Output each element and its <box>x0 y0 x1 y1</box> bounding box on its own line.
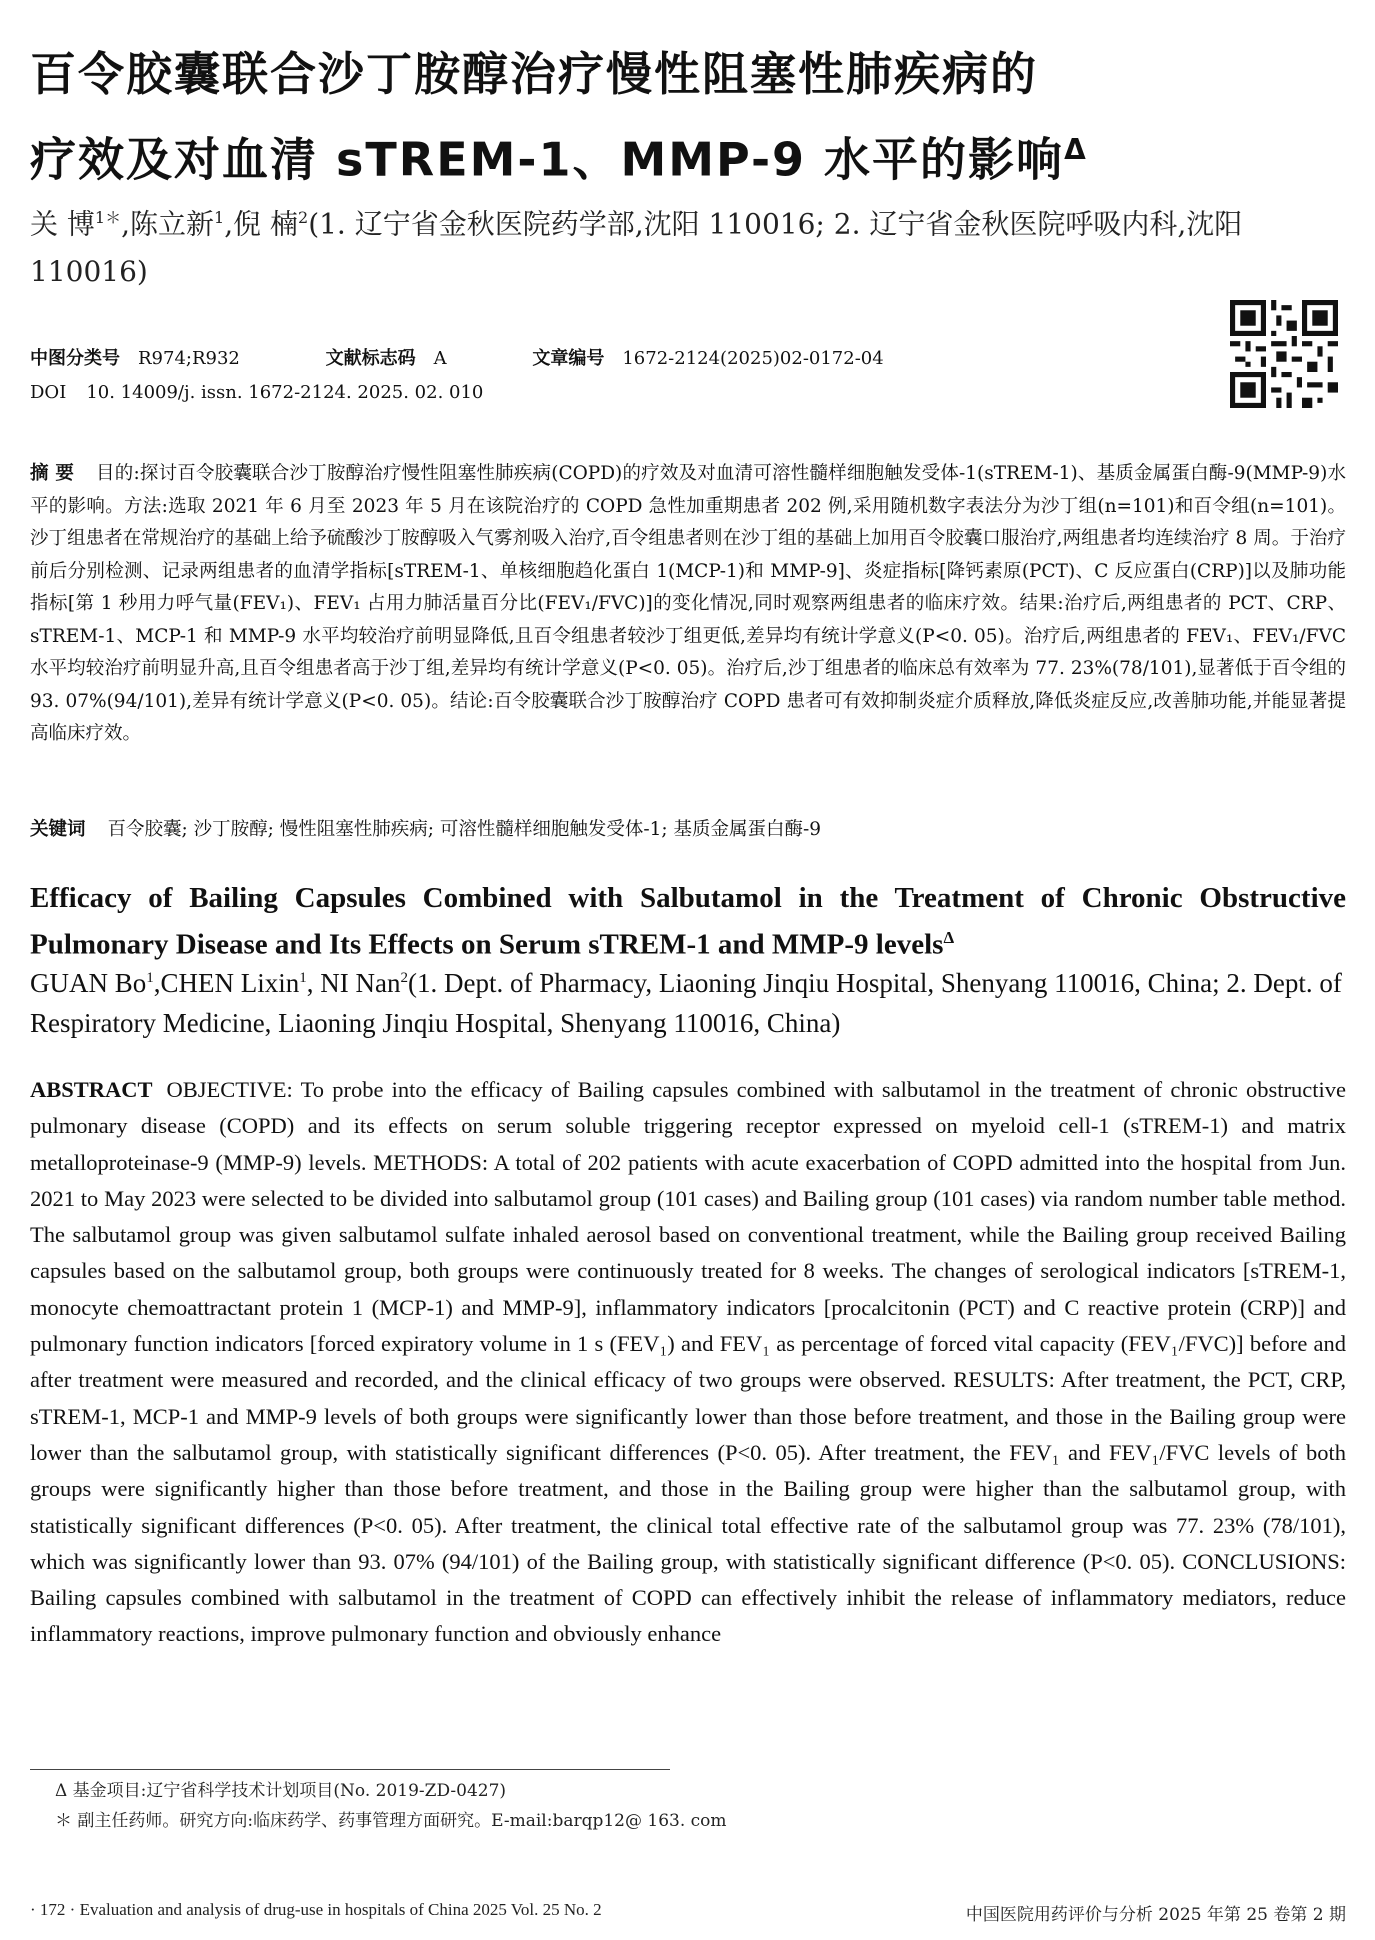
chinese-abstract-text: 目的:探讨百令胶囊联合沙丁胺醇治疗慢性阻塞性肺疾病(COPD)的疗效及对血清可溶性髓样细胞触发受体-1(sTREM-1)、基质金属蛋白酶-9(MMP-9)水平的影响。方法:选取 2021 年 6 月至 2023 年 5 月在该院治疗的 COPD 急性加重期患者 202 例,采用随机数字表法分为沙丁组(n=101)和百令组(n=101)。沙丁组患者在常规治疗的基础上给予硫酸沙丁胺醇吸入气雾剂吸入治疗,百令组患者则在沙丁组的基础上加用百令胶囊口服治疗,两组患者均连续治疗 8 周。于治疗前后分别检测、记录两组患者的血清学指标[sTREM-1、单核细胞趋化蛋白 1(MCP-1)和 MMP-9]、炎症指标[降钙素原(PCT)、C 反应蛋白(CRP)]以及肺功能指标[第 1 秒用力呼气量(FEV₁)、FEV₁ 占用力肺活量百分比(FEV₁/FVC)]的变化情况,同时观察两组患者的临床疗效。结果:治疗后,两组患者的 PCT、CRP、sTREM-1、MCP-1 和 MMP-9 水平均较治疗前明显降低,且百令组患者较沙丁组更低,差异均有统计学意义(P<0. 05)。治疗后,两组患者的 FEV₁、FEV₁/FVC 水平均较治疗前明显升高,且百令组患者高于沙丁组,差异均有统计学意义(P<0. 05)。治疗后,沙丁组患者的临床总有效率为 77. 23%(78/101),显著低于百令组的 93. 07%(94/101),差异有统计学意义(P<0. 05)。结论:百令胶囊联合沙丁胺醇治疗 COPD 患者可有效抑制炎症介质释放,降低炎症反应,改善肺功能,并能显著提高临床疗效。 <box>30 463 1346 744</box>
chinese-title <box>30 36 1350 197</box>
author-1-affil-zh: 1＊ <box>94 208 122 227</box>
author-2-affil-zh: 1 <box>214 208 225 227</box>
doi-link[interactable]: 10. 14009/j. issn. 1672-2124. 2025. 02. 010 <box>86 382 484 403</box>
author-footnote: ＊ 副主任药师。研究方向:临床药学、药事管理方面研究。E-mail:barqp12@ 163. com <box>55 1811 727 1831</box>
chinese-title-line1: 百令胶囊联合沙丁胺醇治疗慢性阻塞性肺疾病的 <box>30 47 1038 101</box>
footnotes <box>55 1776 1055 1836</box>
chinese-authors <box>30 194 1350 296</box>
author-3-affil-zh: 2 <box>298 208 309 227</box>
article-number-label: 文章编号 <box>532 348 605 369</box>
affiliations-zh: (1. 辽宁省金秋医院药学部,沈阳 110016; 2. 辽宁省金秋医院呼吸内科,沈阳 110016) <box>30 207 1243 289</box>
author-2-affil-en: 1 <box>299 970 307 986</box>
page-footer-right: 中国医院用药评价与分析 2025 年第 25 卷第 2 期 <box>965 1905 1346 1925</box>
page-footer-left: · 172 · Evaluation and analysis of drug-use in hospitals of China 2025 Vol. 25 No. 2 <box>30 1900 602 1919</box>
doi-label: DOI <box>30 382 67 403</box>
affiliations-en: (1. Dept. of Pharmacy, Liaoning Jinqiu Hospital, Shenyang 110016, China; 2. Dept. of Respiratory Medicine, Liaoning Jinqiu Hospital, Shenyang 110016, China) <box>30 968 1342 1038</box>
english-abstract <box>30 1072 1346 1653</box>
author-1-en: GUAN Bo <box>30 968 147 998</box>
funding-mark: Δ <box>1064 133 1088 166</box>
article-number-value: 1672-2124(2025)02-0172-04 <box>622 348 884 369</box>
article-metadata-row <box>30 344 1210 370</box>
author-1-zh: 关 博 <box>30 207 95 241</box>
author-2-zh: ,陈立新 <box>121 207 214 241</box>
english-title-text: Efficacy of Bailing Capsules Combined with Salbutamol in the Treatment of Chronic Obstructive Pulmonary Disease and Its Effects on Serum sTREM-1 and MMP-9 levels <box>30 882 1346 961</box>
english-abstract-text: OBJECTIVE: To probe into the efficacy of Bailing capsules combined with salbutamol in the treatment of chronic obstructive pulmonary disease (COPD) and its effects on serum soluble triggering receptor expressed on myeloid cell-1 (sTREM-1) and matrix metalloproteinase-9 (MMP-9) levels. METHODS: A total of 202 patients with acute exacerbation of COPD admitted into the hospital from Jun. 2021 to May 2023 were selected to be divided into salbutamol group (101 cases) and Bailing group (101 cases) via random number table method. The salbutamol group was given salbutamol sulfate inhaled aerosol based on conventional treatment, while the Bailing group received Bailing capsules based on the salbutamol group, both groups were continuously treated for 8 weeks. The changes of serological indicators [sTREM-1, monocyte chemoattractant protein 1 (MCP-1) and MMP-9], inflammatory indicators [procalcitonin (PCT) and C reactive protein (CRP)] and pulmonary function indicators [forced expiratory volume in 1 s (FEV₁) and FEV₁ as percentage of forced vital capacity (FEV₁/FVC)] before and after treatment were measured and recorded, and the clinical efficacy of two groups were observed. RESULTS: After treatment, the PCT, CRP, sTREM-1, MCP-1 and MMP-9 levels of both groups were significantly lower than those before treatment, and those in the Bailing group were lower than the salbutamol group, with statistically significant differences (P<0. 05). After treatment, the FEV₁ and FEV₁/FVC levels of both groups were significantly higher than those before treatment, and those in the Bailing group were higher than the salbutamol group, with statistically significant differences (P<0. 05). After treatment, the clinical total effective rate of the salbutamol group was 77. 23% (78/101), which was significantly lower than 93. 07% (94/101) of the Bailing group, with statistically significant difference (P<0. 05). CONCLUSIONS: Bailing capsules combined with salbutamol in the treatment of COPD can effectively inhibit the release of inflammatory mediators, reduce inflammatory reactions, improve pulmonary function and obviously enhance <box>30 1077 1346 1647</box>
english-title <box>30 878 1346 965</box>
chinese-keywords-text: 百令胶囊; 沙丁胺醇; 慢性阻塞性肺疾病; 可溶性髓样细胞触发受体-1; 基质金属蛋白酶-9 <box>107 819 822 840</box>
clc-label: 中图分类号 <box>30 348 120 369</box>
author-3-affil-en: 2 <box>400 970 408 986</box>
chinese-title-line2: 疗效及对血清 sTREM-1、MMP-9 水平的影响 <box>30 132 1065 187</box>
funding-footnote: Δ 基金项目:辽宁省科学技术计划项目(No. 2019-ZD-0427) <box>55 1781 507 1801</box>
author-3-en: , NI Nan <box>306 968 401 998</box>
clc-value: R974;R932 <box>138 348 240 369</box>
chinese-abstract-label: 摘 要 <box>30 463 75 484</box>
english-authors <box>30 958 1346 1043</box>
chinese-abstract <box>30 458 1346 751</box>
chinese-keywords-label: 关键词 <box>30 819 86 840</box>
author-1-affil-en: 1 <box>146 970 154 986</box>
doc-code-value: A <box>433 348 447 369</box>
qr-code-icon <box>1230 300 1338 408</box>
author-3-zh: ,倪 楠 <box>224 207 298 241</box>
english-abstract-label: ABSTRACT <box>30 1077 153 1102</box>
doc-code-label: 文献标志码 <box>325 348 416 369</box>
english-funding-mark: Δ <box>943 928 955 947</box>
chinese-keywords <box>30 815 1346 841</box>
footnote-divider <box>30 1769 670 1770</box>
doi-row <box>30 382 1210 403</box>
author-2-en: ,CHEN Lixin <box>153 968 300 998</box>
